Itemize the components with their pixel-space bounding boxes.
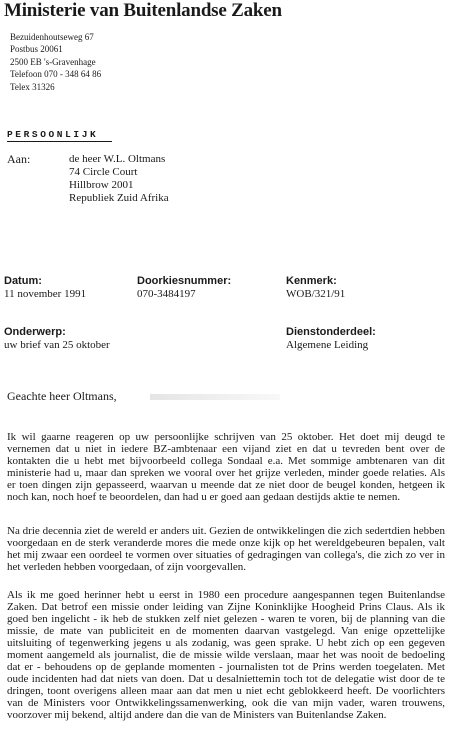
recipient-line: de heer W.L. Oltmans [69,153,166,165]
dienstonderdeel-label: Dienstonderdeel: [286,326,376,338]
address-line: Telefoon 070 - 348 64 86 [10,69,102,79]
onderwerp-label: Onderwerp: [4,326,66,338]
address-line: 2500 EB 's-Gravenhage [10,57,96,67]
salutation: Geachte heer Oltmans, [7,389,117,403]
datum-label: Datum: [4,275,42,287]
body-paragraph: Na drie decennia ziet de wereld er anders uit. Gezien de ontwikkelingen die zich sedertdien hebben voorgedaan en de sterk veranderde mores die mede onze kijk op het wereldgebeuren bepalen, valt het mij zwaar een oordeel te vormen over situaties of gedragingen van collega's, die zich zo ver in het verleden hebben voorgedaan, of zijn voorgevallen. [7,525,445,573]
recipient-line: Hillbrow 2001 [69,179,134,191]
recipient-line: Republiek Zuid Afrika [69,192,169,204]
classification-label: PERSOONLIJK [7,129,99,140]
body-paragraph: Ik wil gaarne reageren op uw persoonlijke schrijven van 25 oktober. Het doet mij deugd te vernemen dat u niet in iedere BZ-ambtenaar een vijand ziet en dat u tevreden bent over de kontakten die u hebt met bijvoorbeeld collega Sondaal e.a. Met sommige ambtenaren van dit ministerie had u, maar dan spreken we vooral over het grijze verleden, minder goede relaties. Als er toen dingen zijn gepasseerd, waarvan u meende dat ze niet door de beugel konden, hetgeen ik noch kan, noch hoef te beoordelen, dan had u er goed aan gedaan destijds aktie te nemen. [7,431,445,503]
onderwerp-value: uw brief van 25 oktober [4,339,110,351]
datum-value: 11 november 1991 [4,288,87,300]
dienstonderdeel-value: Algemene Leiding [286,339,369,351]
address-line: Postbus 20061 [10,44,63,54]
recipient-line: 74 Circle Court [69,166,138,178]
address-line: Telex 31326 [10,82,55,92]
doorkiesnummer-label: Doorkiesnummer: [137,275,232,287]
kenmerk-value: WOB/321/91 [286,288,346,300]
doorkiesnummer-value: 070-3484197 [137,288,196,300]
recipient-label: Aan: [7,152,31,166]
kenmerk-label: Kenmerk: [286,275,337,287]
scan-smudge [150,394,280,400]
body-paragraph: Als ik me goed herinner hebt u eerst in 1980 een procedure aangespannen tegen Buitenlandse Zaken. Dat betrof een missie onder leiding van Zijne Koninklijke Hoogheid Prins Claus. Als ik goed ben ingelicht - ik heb de stukken zelf niet gelezen - waren te voren, bij de planning van die missie, de mate van publiciteit en de momenten daarvan vastgelegd. Van enige opzettelijke uitsluiting of tegenwerking jegens u als zodanig, was geen sprake. U hebt zich op een gegeven moment aangemeld als journalist, die de missie wilde verslaan, maar het was nooit de bedoeling dat er - behoudens op de geplande momenten - journalisten tot de Prins werden toegelaten. Met oude incidenten had dat niets van doen. Dat u desalniettemin toch tot de delegatie wist door de te dringen, toont overigens alleen maar aan dat men u niet echt geblokkeerd heeft. De voorlichters van de Ministers voor Ontwikkelingssamenwerking, ook die van mijn vader, waren trouwens, voorzover mij bekend, altijd andere dan die van de Ministers van Buitenlandse Zaken. [7,589,445,721]
classification-underline [7,141,112,142]
address-line: Bezuidenhoutseweg 67 [10,32,94,42]
ministry-title: Ministerie van Buitenlandse Zaken [4,0,282,21]
